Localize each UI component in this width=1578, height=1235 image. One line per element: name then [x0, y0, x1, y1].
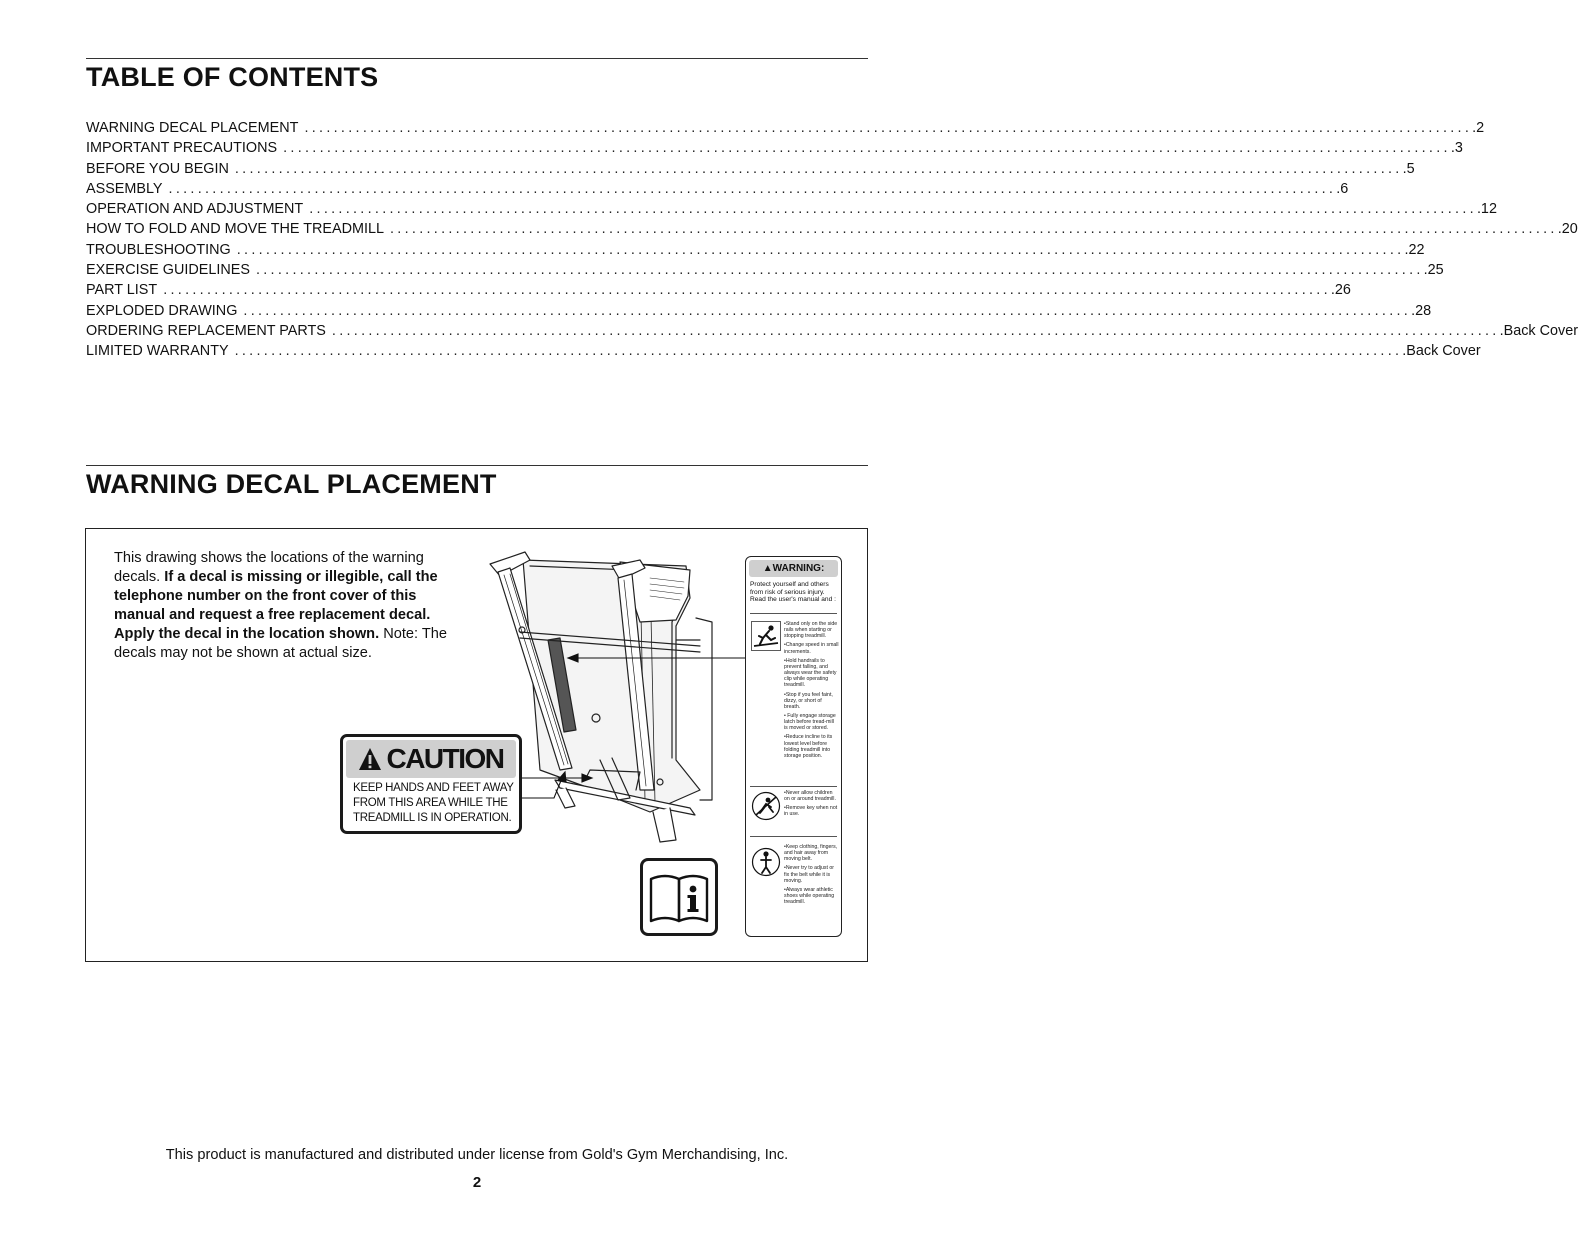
- toc-entry-page: .25: [1423, 262, 1444, 279]
- toc-leader: ................................................................................................................................................................: [309, 201, 1477, 218]
- warning-decal-group-1: [784, 621, 839, 762]
- toc-entry-title: ORDERING REPLACEMENT PARTS: [86, 322, 326, 339]
- toc-leader: ................................................................................................................................................................: [236, 241, 1405, 258]
- toc-entry-page: .5: [1402, 160, 1415, 177]
- toc-entry-title: EXERCISE GUIDELINES: [86, 262, 250, 279]
- toc-entry-title: LIMITED WARRANTY: [86, 343, 229, 360]
- warning-item: •Never allow children on or around treadmill.: [784, 790, 836, 803]
- warning-decal-header: [749, 560, 838, 577]
- falling-person-icon: [751, 621, 781, 651]
- intro-bold: If a decal is missing or illegible, call the telephone number on the front cover of this manual and request a free replacement decal. Apply the decal in the location shown.: [114, 568, 438, 642]
- toc-entry-title: WARNING DECAL PLACEMENT: [86, 120, 299, 136]
- toc-entry-page: .20: [1557, 221, 1578, 238]
- toc-leader: ................................................................................................................................................................: [390, 221, 1558, 238]
- warning-item: •Always wear athletic shoes while operating treadmill.: [784, 886, 835, 906]
- toc-leader: ................................................................................................................................................................: [283, 140, 1451, 157]
- warning-item: • Fully engage storage latch before tread-mill is moved or stored.: [784, 712, 836, 732]
- caution-banner: [346, 740, 516, 778]
- toc-leader: ................................................................................................................................................................: [234, 160, 1403, 177]
- warning-decal-divider: [750, 786, 837, 787]
- warning-item: •Change speed in small increments.: [784, 642, 839, 655]
- toc-entry-page: .Back Cover: [1499, 322, 1578, 339]
- toc-entry-title: EXPLODED DRAWING: [86, 302, 238, 319]
- license-footer: This product is manufactured and distributed under license from Gold's Gym Merchandising, Inc.: [165, 1147, 789, 1163]
- warning-item: •Stand only on the side rails when starting or stopping treadmill.: [784, 621, 838, 640]
- toc-entry-title: ASSEMBLY: [86, 180, 163, 197]
- toc-heading: TABLE OF CONTENTS: [86, 62, 379, 92]
- caution-decal: [340, 734, 522, 834]
- caution-message: KEEP HANDS AND FEET AWAY FROM THIS AREA WHILE THE TREADMILL IS IN OPERATION.: [353, 782, 514, 824]
- warning-triangle-icon: ▲: [762, 563, 773, 574]
- warning-decal: [745, 556, 842, 937]
- intro-plain-1: This drawing shows the locations of the warning decals.: [114, 550, 424, 585]
- toc-leader: ................................................................................................................................................................: [255, 262, 1424, 279]
- toc-entry-title: TROUBLESHOOTING: [86, 241, 231, 258]
- page-number: 2: [472, 1174, 482, 1191]
- toc-entry-title: PART LIST: [86, 282, 158, 299]
- warning-item: •Stop if you feel faint, dizzy, or short of breath.: [784, 691, 833, 710]
- warning-decal-group-3: [784, 844, 839, 908]
- warning-item: •Reduce incline to its lowest level before folding treadmill into storage position.: [784, 734, 833, 759]
- toc-leader: ................................................................................................................................................................: [304, 120, 1473, 136]
- toc-entry-page: .6: [1336, 180, 1349, 197]
- toc-entry-page: .Back Cover: [1402, 343, 1481, 360]
- toc-entry-title: IMPORTANT PRECAUTIONS: [86, 140, 278, 157]
- toc-entry-page: .3: [1450, 140, 1463, 157]
- warning-item: •Never try to adjust or fix the belt while it is moving.: [784, 865, 834, 884]
- entanglement-icon: [751, 847, 781, 877]
- toc-entry-page: .12: [1476, 201, 1497, 218]
- warning-item: •Hold handrails to prevent falling, and always wear the safety clip while operating treadmill.: [784, 657, 837, 689]
- toc-entry-page: .2: [1472, 120, 1485, 136]
- manual-book-icon: [643, 861, 715, 933]
- toc-entry-page: .28: [1411, 302, 1432, 319]
- intro-plain-2: Note: The decals may not be shown at actual size.: [114, 625, 448, 661]
- read-manual-decal: [640, 858, 718, 936]
- warning-decal-title: WARNING:: [772, 563, 825, 574]
- warning-decal-divider: [750, 836, 837, 837]
- caution-title: CAUTION: [386, 743, 504, 774]
- warning-decal-divider: [750, 613, 837, 614]
- toc-leader: ................................................................................................................................................................: [234, 343, 1403, 360]
- child-icon: [751, 791, 781, 821]
- toc-entry-title: OPERATION AND ADJUSTMENT: [86, 201, 304, 218]
- toc-entry-title: HOW TO FOLD AND MOVE THE TREADMILL: [86, 221, 384, 238]
- toc-leader: ................................................................................................................................................................: [163, 282, 1331, 299]
- toc-leader: ................................................................................................................................................................: [168, 180, 1337, 197]
- toc-entry-page: .26: [1330, 282, 1351, 299]
- toc-leader: ................................................................................................................................................................: [331, 322, 1500, 339]
- section-heading: WARNING DECAL PLACEMENT: [86, 469, 497, 499]
- warning-item: •Keep clothing, fingers, and hair away from moving belt.: [784, 844, 838, 863]
- warning-decal-intro: Protect yourself and others from risk of serious injury. Read the user's manual and :: [750, 581, 836, 604]
- warning-item: •Remove key when not in use.: [784, 805, 838, 818]
- toc-entry-page: .22: [1404, 241, 1425, 258]
- warning-decal-group-2: [784, 790, 839, 821]
- toc-entry-title: BEFORE YOU BEGIN: [86, 160, 229, 177]
- toc-leader: ................................................................................................................................................................: [243, 302, 1412, 319]
- warning-triangle-icon: [358, 747, 382, 771]
